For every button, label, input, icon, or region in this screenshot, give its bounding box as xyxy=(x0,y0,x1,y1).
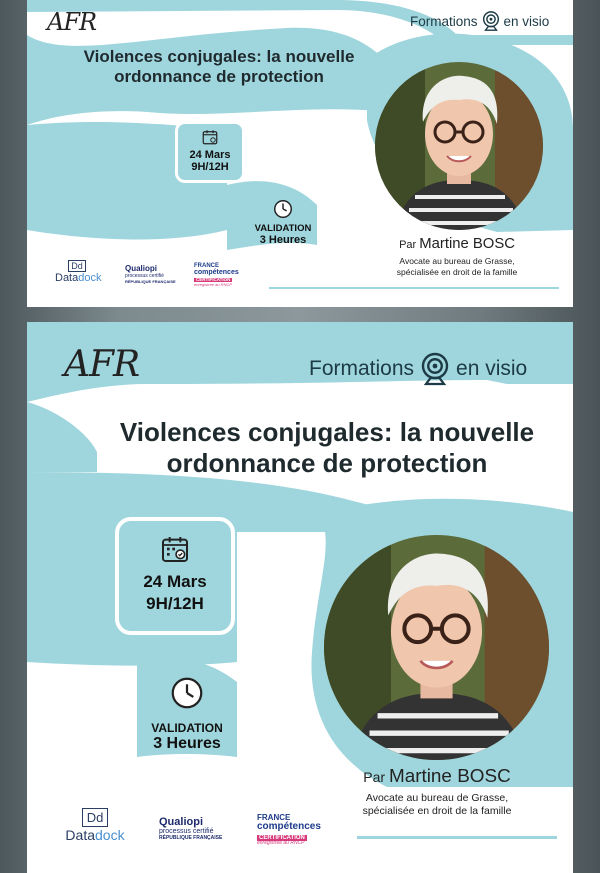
fc-reg: enregistrée au RNCP xyxy=(194,281,233,287)
en-visio-label: en visio xyxy=(503,13,550,29)
presenter-subtitle xyxy=(357,256,557,277)
presenter-photo xyxy=(324,535,549,760)
date-text: 24 Mars xyxy=(143,572,207,591)
presenter-sub-1: Avocate au bureau de Grasse, xyxy=(399,256,515,266)
presenter-sub-1: Avocate au bureau de Grasse, xyxy=(365,792,509,804)
qualiopi-name: Qualiopi xyxy=(159,816,203,828)
presenter-heading xyxy=(357,236,557,252)
poster-main xyxy=(27,322,573,873)
datadock-logo xyxy=(55,808,135,843)
par-label: Par xyxy=(363,769,386,785)
datadock-b: dock xyxy=(95,827,125,843)
presenter-subtitle xyxy=(327,792,547,818)
calendar-icon xyxy=(159,533,191,565)
datadock-a: Data xyxy=(55,272,79,284)
datadock-b: dock xyxy=(78,272,102,284)
qualiopi-sub: processus certifié xyxy=(159,828,214,835)
validation-hours: 3 Heures xyxy=(153,735,221,752)
title-line-1: Violences conjugales: la nouvelle xyxy=(83,47,355,66)
afr-logo: AFR xyxy=(47,8,97,36)
qualiopi-logo xyxy=(159,816,222,841)
presenter-photo xyxy=(375,62,543,230)
date-box xyxy=(115,517,235,635)
time-text: 9H/12H xyxy=(191,161,229,173)
poster-top xyxy=(27,0,573,307)
time-text: 9H/12H xyxy=(146,594,204,613)
formations-en-visio xyxy=(309,351,527,387)
presenter-name: Martine BOSC xyxy=(419,236,515,252)
title-line-2: ordonnance de protection xyxy=(114,67,324,87)
fc-line-1: FRANCE xyxy=(257,813,291,822)
republique-label: RÉPUBLIQUE FRANÇAISE xyxy=(125,279,176,284)
validation-label: VALIDATION xyxy=(151,721,223,735)
presenter-heading xyxy=(327,766,547,788)
en-visio-label: en visio xyxy=(456,357,528,380)
title-line-1: Violences conjugales: la nouvelle xyxy=(119,417,535,447)
calendar-icon xyxy=(201,128,219,146)
poster-title xyxy=(49,47,389,88)
validation-block xyxy=(139,674,235,753)
afr-logo: AFR xyxy=(64,344,140,385)
date-box xyxy=(175,121,245,183)
webcam-icon xyxy=(480,10,502,32)
datadock-a: Data xyxy=(65,827,95,843)
fc-reg: enregistrée au RNCP xyxy=(257,840,305,847)
webcam-icon xyxy=(417,351,453,387)
date-text: 24 Mars xyxy=(189,149,231,161)
republique-label: RÉPUBLIQUE FRANÇAISE xyxy=(159,835,223,841)
validation-block xyxy=(245,198,321,246)
datadock-logo xyxy=(55,260,102,284)
poster-title xyxy=(97,417,557,479)
fc-line-1: FRANCE xyxy=(194,263,219,269)
france-competences-logo xyxy=(257,814,321,847)
formations-label: Formations xyxy=(410,13,478,29)
datadock-mark: Dd xyxy=(82,808,109,827)
title-line-2: ordonnance de protection xyxy=(166,448,488,479)
presenter-sub-2: spécialisée en droit de la famille xyxy=(362,805,512,818)
clock-icon xyxy=(168,674,206,712)
qualiopi-name: Qualiopi xyxy=(125,264,157,273)
par-label: Par xyxy=(399,239,417,251)
bottom-line xyxy=(269,287,559,289)
clock-icon xyxy=(272,198,294,220)
qualiopi-sub: processus certifié xyxy=(125,273,164,279)
validation-label: VALIDATION xyxy=(254,223,312,234)
datadock-mark: Dd xyxy=(68,260,86,272)
presenter-name: Martine BOSC xyxy=(388,766,511,787)
france-competences-logo xyxy=(194,263,239,287)
fc-cert: CERTIFICATION xyxy=(196,276,231,282)
validation-hours: 3 Heures xyxy=(259,234,307,246)
qualiopi-logo xyxy=(125,264,176,284)
fc-line-2: compétences xyxy=(194,269,239,277)
fc-line-2: compétences xyxy=(257,821,321,833)
formations-label: Formations xyxy=(309,357,415,380)
formations-en-visio xyxy=(410,10,549,32)
bottom-line xyxy=(357,836,557,839)
fc-cert: CERTIFICATION xyxy=(259,834,305,841)
presenter-sub-2: spécialisée en droit de la famille xyxy=(396,266,518,277)
